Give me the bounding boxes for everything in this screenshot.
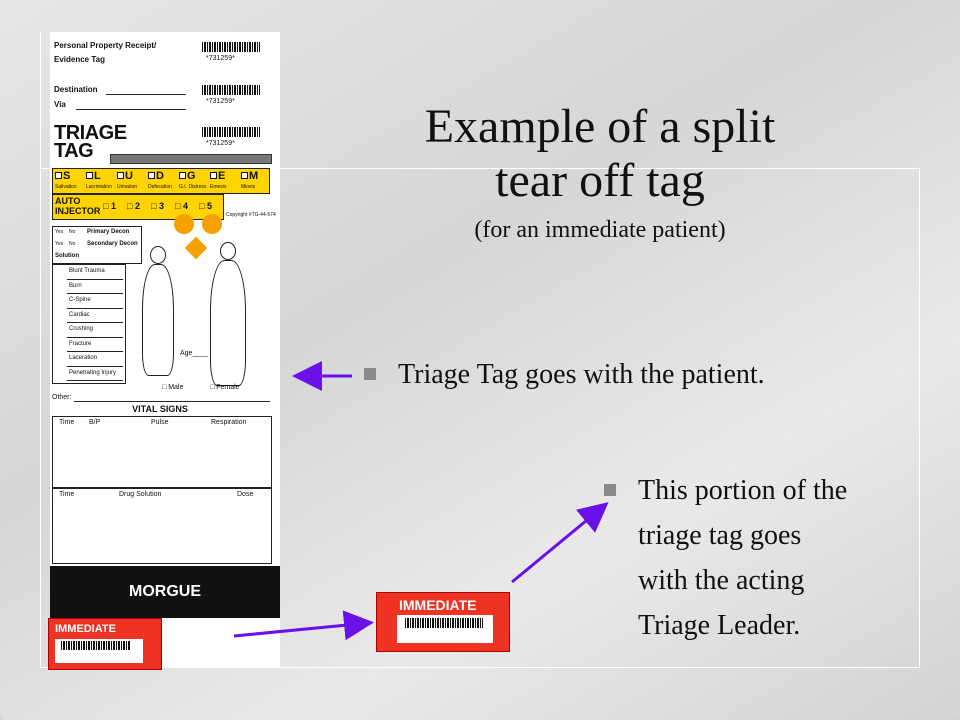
no-label: No <box>69 241 76 247</box>
bullet-2 <box>638 468 928 648</box>
injury-item: Laceration <box>67 352 123 367</box>
bullet-1 <box>398 358 765 392</box>
primary-decon-label: Primary Decon <box>87 229 130 235</box>
slide-title <box>330 100 870 246</box>
gray-strip <box>110 154 272 164</box>
checkbox-icon: □ <box>103 201 111 211</box>
sludgem-letter: U <box>125 170 133 182</box>
stub-barcode <box>61 641 131 650</box>
sludgem-letter: E <box>218 170 226 182</box>
sludgem-word: G.I. Distress <box>179 184 207 190</box>
age-text: Age <box>180 350 193 357</box>
injury-item: Fracture <box>67 338 123 353</box>
drug-col-header: Time <box>59 491 75 498</box>
vital-col-header: Time <box>59 419 75 426</box>
injury-item: Penetrating Injury <box>67 367 123 382</box>
barcode-3 <box>202 127 260 137</box>
solution-label: Solution <box>55 253 79 259</box>
auto-label: AUTO <box>55 196 81 206</box>
body-back-icon <box>210 260 246 386</box>
injector-count-value: 3 <box>158 201 164 211</box>
sludgem-word: Lacrimation <box>86 184 112 190</box>
auto-injector-box <box>52 194 224 220</box>
barcode-number-2: *731259* <box>206 98 235 105</box>
immediate-stub <box>48 618 162 670</box>
other-label: Other: <box>52 394 72 401</box>
enlarged-barcode-area <box>397 615 493 643</box>
age-label: Age____ <box>180 350 209 357</box>
female-text: Female <box>216 384 240 391</box>
female-checkbox: □ Female <box>210 384 240 391</box>
vital-col-header: Respiration <box>211 419 247 426</box>
injury-item: Crushing <box>67 323 123 338</box>
body-front-head-icon <box>150 246 166 264</box>
injector-count <box>103 201 116 211</box>
checkbox-icon <box>148 172 155 179</box>
immediate-stub-barcode-area <box>55 639 143 663</box>
sludgem-word: Urination <box>117 184 138 190</box>
biohazard-icon <box>202 214 222 234</box>
checkbox-icon <box>86 172 93 179</box>
radiation-icon <box>174 214 194 234</box>
enlarged-barcode <box>405 618 483 628</box>
checkbox-icon: □ <box>199 201 207 211</box>
injector-label: INJECTOR <box>55 206 101 216</box>
evidence-tag-label: Evidence Tag <box>54 55 105 64</box>
bullet-2-line-3: with the acting <box>638 565 805 596</box>
immediate-label: IMMEDIATE <box>55 623 116 635</box>
male-text: Male <box>168 384 184 391</box>
barcode-1 <box>202 42 260 52</box>
via-label: Via <box>54 100 66 109</box>
sludgem-word: Emesis <box>210 184 227 190</box>
drug-col-header: Dose <box>237 491 254 498</box>
injury-item: C-Spine <box>67 294 123 309</box>
checkbox-icon <box>241 172 248 179</box>
vital-signs-table <box>52 416 272 488</box>
bullet-square-icon <box>604 484 616 496</box>
injector-count-value: 1 <box>110 201 116 211</box>
sludgem-letter: M <box>249 170 259 182</box>
male-checkbox: □ Male <box>162 384 184 391</box>
checkbox-icon: □ <box>175 201 183 211</box>
sludgem-letter: S <box>63 170 71 182</box>
immediate-stub-enlarged <box>376 592 510 652</box>
checkbox-icon <box>210 172 217 179</box>
sludgem-letter: L <box>94 170 101 182</box>
no-label: No <box>69 229 76 235</box>
barcode-2 <box>202 85 260 95</box>
via-line <box>76 109 186 110</box>
injury-item: Burn <box>67 280 123 295</box>
drug-table <box>52 488 272 564</box>
injector-count-value: 5 <box>206 201 212 211</box>
property-receipt-label: Personal Property Receipt/ <box>54 41 157 50</box>
injector-count <box>175 201 188 211</box>
title-line-2: tear off tag <box>495 154 705 207</box>
injector-count <box>199 201 212 211</box>
vital-col-header: B/P <box>89 419 101 426</box>
bullet-1-text: Triage Tag goes with the patient. <box>398 359 765 390</box>
sludgem-box <box>52 168 270 194</box>
title-line-1: Example of a split <box>424 100 776 153</box>
sludgem-word: Miosis <box>241 184 256 190</box>
triage-tag <box>50 32 280 668</box>
bullet-square-icon <box>364 368 376 380</box>
yes-label: Yes <box>55 241 64 247</box>
immediate-label-enlarged: IMMEDIATE <box>399 597 477 613</box>
barcode-number-3: *731259* <box>206 140 235 147</box>
injector-count <box>151 201 164 211</box>
stub-barcode-number: *731259* <box>71 652 100 659</box>
injector-count-value: 4 <box>182 201 188 211</box>
triage-word: TRIAGE <box>54 122 127 144</box>
checkbox-icon <box>117 172 124 179</box>
injury-list <box>52 264 126 384</box>
checkbox-icon <box>55 172 62 179</box>
vital-signs-heading: VITAL SIGNS <box>132 404 188 414</box>
checkbox-icon: □ <box>151 201 159 211</box>
sludgem-word: Defecation <box>148 184 172 190</box>
bullet-2-line-4: Triage Leader. <box>638 610 801 641</box>
body-back-head-icon <box>220 242 236 260</box>
chemical-icon <box>185 237 208 260</box>
bullet-2-line-1: This portion of the <box>638 475 848 506</box>
other-line <box>74 401 270 402</box>
injector-count-value: 2 <box>134 201 140 211</box>
injector-count <box>127 201 140 211</box>
checkbox-icon <box>179 172 186 179</box>
injury-item: Blunt Trauma <box>67 265 123 280</box>
secondary-decon-label: Secondary Decon <box>87 241 138 247</box>
copyright-text: Copyright #TG-44-574 <box>226 212 276 218</box>
drug-col-header: Drug Solution <box>119 491 162 498</box>
vital-col-header: Pulse <box>151 419 169 426</box>
sludgem-word: Salivation <box>55 184 77 190</box>
injury-item: Cardiac <box>67 309 123 324</box>
sludgem-letter: D <box>156 170 164 182</box>
subtitle: (for an immediate patient) <box>474 217 726 243</box>
bullet-2-line-2: triage tag goes <box>638 520 802 551</box>
enlarged-barcode-number: *731259* <box>417 630 450 639</box>
tag-word: TAG <box>54 140 94 162</box>
barcode-number-1: *731259* <box>206 55 235 62</box>
body-front-icon <box>142 264 174 376</box>
destination-label: Destination <box>54 85 98 94</box>
decon-box <box>52 226 142 264</box>
checkbox-icon: □ <box>127 201 135 211</box>
sludgem-letter: G <box>187 170 196 182</box>
morgue-band: MORGUE <box>50 566 280 618</box>
destination-line <box>106 94 186 95</box>
frame-edge <box>40 32 41 168</box>
yes-label: Yes <box>55 229 64 235</box>
